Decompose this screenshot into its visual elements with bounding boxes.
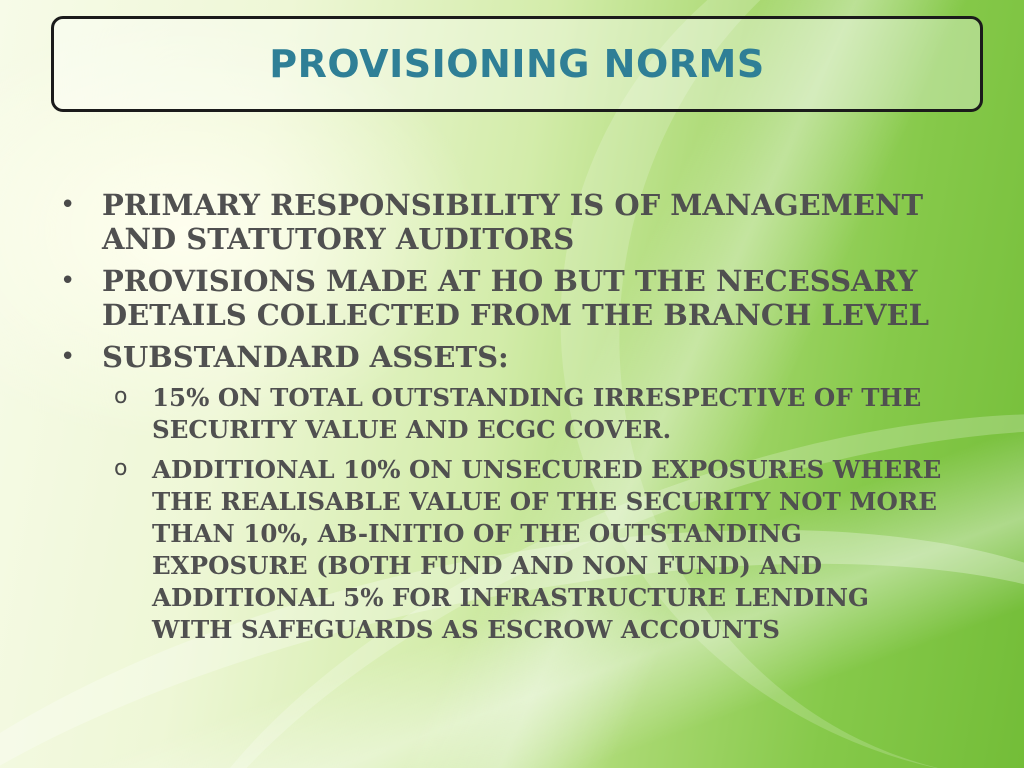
bullet-item <box>58 188 958 256</box>
sub-bullet-text: ADDITIONAL 10% ON UNSECURED EXPOSURES WHERE THE REALISABLE VALUE OF THE SECURITY NOT MORE THAN 10%, AB-INITIO OF THE OUTSTANDING EXPOSURE (BOTH FUND AND NON FUND) AND ADDITIONAL 5% FOR INFRASTRUCTURE LENDING WITH SAFEGUARDS AS ESCROW ACCOUNTS <box>152 455 942 644</box>
sub-bullet-icon: o <box>114 384 128 409</box>
bullet-icon: • <box>60 266 76 296</box>
sub-bullet-text: 15% ON TOTAL OUTSTANDING IRRESPECTIVE OF THE SECURITY VALUE AND ECGC COVER. <box>152 383 922 444</box>
bullet-item <box>58 264 958 332</box>
bullet-item <box>58 340 958 374</box>
sub-bullet-item <box>114 454 958 646</box>
bullet-text: SUBSTANDARD ASSETS: <box>102 340 509 374</box>
title-box <box>51 16 983 112</box>
slide-content <box>58 188 958 654</box>
sub-bullet-icon: o <box>114 456 128 481</box>
bullet-text: PRIMARY RESPONSIBILITY IS OF MANAGEMENT AND STATUTORY AUDITORS <box>102 188 924 256</box>
sub-bullet-item <box>114 382 958 446</box>
bullet-icon: • <box>60 190 76 220</box>
slide-title: PROVISIONING NORMS <box>269 42 765 86</box>
bullet-text: PROVISIONS MADE AT HO BUT THE NECESSARY DETAILS COLLECTED FROM THE BRANCH LEVEL <box>102 264 929 332</box>
bullet-icon: • <box>60 342 76 372</box>
